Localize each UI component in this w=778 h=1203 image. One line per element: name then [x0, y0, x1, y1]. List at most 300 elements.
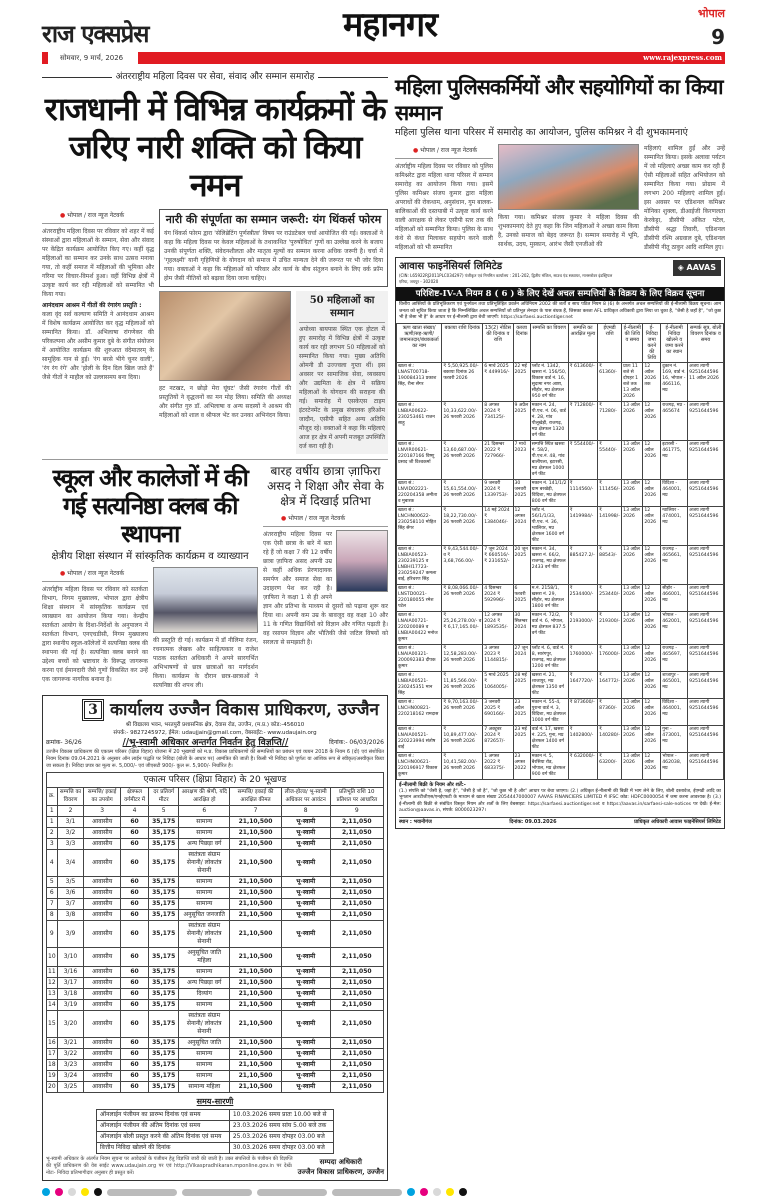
table-cell: अनुसूचित जनजाति — [179, 910, 230, 921]
table-cell: ₹ 885427.2/- — [568, 545, 598, 584]
table-cell: 23 मई 2025 — [513, 725, 530, 752]
table-cell: अजय त्यागी 9251644596 — [688, 698, 724, 725]
table-cell: 12 अप्रैल 2026 — [643, 725, 661, 752]
table-cell: भू-स्वामी — [281, 1082, 330, 1093]
table-cell: 21,10,500 — [230, 839, 281, 850]
table-cell: अन्य पिछड़ा वर्ग — [179, 978, 230, 989]
lead-right-area — [159, 209, 388, 454]
table-cell: 1 अगस्त 2022 ₹ 683375/- — [483, 752, 513, 779]
table-cell: 35,175 — [149, 910, 179, 921]
table-cell: ₹ 613600/- — [568, 362, 598, 401]
table-cell: 12 अप्रैल 2026 — [643, 479, 661, 506]
table-cell: 2,11,050 — [330, 967, 383, 978]
table-cell: खाता सं.: LNCHN00821-220218162 रामदास — [397, 698, 442, 725]
print-color-dot — [42, 1188, 50, 1196]
issue-date: सोमवार, 9 मार्च, 2026 — [48, 52, 138, 64]
print-gray-bar — [182, 1189, 252, 1196]
table-cell: 60 — [120, 967, 148, 978]
table-cell: 30 जनवरी 2025 — [513, 479, 530, 506]
table-cell: 35,175 — [149, 817, 179, 828]
ujjain-column-header: क्र. — [47, 788, 58, 806]
table-cell: प्रातः 11 बजे से दोपहर 1 बजे तक 13 अप्रैल 2026 — [622, 362, 643, 401]
table-row — [397, 584, 724, 611]
table-cell: 21,10,500 — [230, 989, 281, 1000]
table-cell: 2,11,050 — [330, 828, 383, 839]
table-cell: आवासीय — [84, 817, 121, 828]
sidebar-title: 50 महिलाओं का सम्मान — [299, 294, 385, 323]
police-body-1: अंतर्राष्ट्रीय महिला दिवस पर रविवार को पुलिस कमिश्नरेट द्वारा महिला थाना परिसर में सम्मान समारोह का आयोजन किया गया। इसमें पुलिस कमिश्नर संजय कुमार द्वारा महिला अपराधों की रोकथाम, अनुसंधान, गुम बालक-बालिकाओं की दस्तयाबी में उत्कृष्ट कार्य करने वाली आरक्षक से लेकर एसीपी स्तर तक की महिलाओं को सम्मानित किया। पुलिस के साथ कंधे से कंधा मिलाकर सहयोग करने वाली महिलाओं को भी सम्मानित — [395, 163, 493, 251]
table-cell: अजय त्यागी 9251644596 — [688, 440, 724, 479]
table-cell: 3 — [47, 839, 58, 850]
table-cell: 4 दिसम्बर 2024 ₹ 592996/- — [483, 584, 513, 611]
school-headline: स्कूल और कालेजों में की गई सत्यनिष्ठा क्लब की स्थापना — [52, 463, 248, 548]
table-cell: राजगढ़ - 465697, मप्र — [661, 644, 688, 671]
table-cell: 2,11,050 — [330, 877, 383, 888]
ujjain-column-header: प्रतिभूति राशि 10 प्रतिशत पर आधारित — [330, 788, 383, 806]
table-cell: खसरा नं. 21, शाजापुर, मप्र क्षेत्रफल 1350 वर्ग फीट — [530, 671, 568, 698]
table-cell: 21,10,500 — [230, 877, 281, 888]
table-cell: आवासीय — [84, 967, 121, 978]
table-row — [47, 1082, 384, 1093]
student-headline: बारह वर्षीय छात्रा ज़ाफिरा असद ने शिक्षा और सेवा के क्षेत्र में दिखाई प्रतिभा — [267, 464, 384, 508]
table-cell: 60 — [120, 1071, 148, 1082]
table-cell: अनुसूचित जाति महिला — [179, 948, 230, 967]
table-cell: 60 — [120, 828, 148, 839]
table-cell: भू-स्वामी — [281, 850, 330, 877]
table-cell: 21,10,500 — [230, 1082, 281, 1093]
table-cell: ₹ 873600/- — [568, 698, 598, 725]
table-cell: 60 — [120, 978, 148, 989]
table-cell: 2,11,050 — [330, 817, 383, 828]
table-row — [47, 888, 384, 899]
table-cell: सम्पत्ति स्थित खसरा नं. 58/2, पी.एच.नं. 48, गांव बालीपला, इटारसी, मप्र क्षेत्रफल 1000 वर्ग फीट — [530, 440, 568, 479]
ujjain-signature — [298, 1157, 384, 1177]
police-photo — [498, 144, 639, 210]
print-color-dot — [407, 1188, 415, 1196]
table-row — [397, 506, 724, 545]
table-cell: 14 — [47, 1000, 58, 1011]
table-cell: ₹ 11,85,566.00/- 26 फरवरी 2026 — [442, 671, 483, 698]
lead-photo-column — [159, 291, 291, 420]
table-cell: 35,175 — [149, 978, 179, 989]
table-row — [47, 921, 384, 948]
table-cell: 21,10,500 — [230, 817, 281, 828]
table-cell: भू-स्वामी — [281, 921, 330, 948]
table-cell: अजय त्यागी 9251644596 — [688, 725, 724, 752]
school-photo — [153, 567, 258, 633]
police-story — [395, 70, 725, 139]
table-cell: ₹ 176000/- — [598, 644, 622, 671]
table-cell: ₹ 10,33,622.00/- 26 फरवरी 2026 — [442, 401, 483, 440]
table-cell: खाता सं.: LNAIA00721-220200089 व LNBIA00422 मनोज कुमार — [397, 611, 442, 644]
table-cell: भू-स्वामी — [281, 978, 330, 989]
table-cell: स्वतंत्रता संग्राम सेनानी/ लोकतंत्र सेनानी — [179, 921, 230, 948]
aavas-column-header: सम्पत्ति का आरक्षित मूल्य — [568, 323, 598, 362]
table-cell: 3/2 — [57, 828, 84, 839]
table-cell: 2,11,050 — [330, 1060, 383, 1071]
police-column-2 — [498, 144, 639, 249]
lead-kicker — [42, 72, 388, 90]
lead-kicker-text: अंतरराष्ट्रीय महिला दिवस पर सेवा, संवाद और सम्मान समारोह — [112, 72, 319, 82]
table-cell: ₹ 1419984/- — [568, 506, 598, 545]
ujjain-column-header: सम्पत्ति/ इकाई का उपयोग — [84, 788, 121, 806]
table-cell: खाता सं.: LNAIA00321-200092383 दीपक कुमार — [397, 644, 442, 671]
table-cell: ₹ 219300/- — [598, 611, 622, 644]
school-column — [42, 567, 148, 684]
table-cell: 18 — [47, 1060, 58, 1071]
table-cell: 7 जून 2024 ₹ 660516/- ₹ 231652/- — [483, 545, 513, 584]
table-cell: 21,10,500 — [230, 1011, 281, 1038]
table-cell: ₹ 88543/- — [598, 545, 622, 584]
schedule-row — [97, 1132, 334, 1143]
table-cell: सामान्य — [179, 888, 230, 899]
table-cell: 12 अप्रैल 2026 तक — [643, 362, 661, 401]
table-cell: 21,10,500 — [230, 948, 281, 967]
table-row — [47, 910, 384, 921]
table-cell: 35,175 — [149, 1049, 179, 1060]
print-color-dot — [68, 1188, 76, 1196]
schedule-row — [97, 1121, 334, 1132]
table-cell: सामान्य — [179, 877, 230, 888]
table-cell: 2,11,050 — [330, 1071, 383, 1082]
table-cell: दिव्यांग — [179, 989, 230, 1000]
table-cell: प्लॉट नं. 56/1/1/33, पी.एच. नं. 36, ग्वालियर, मप्र क्षेत्रफल 1600 वर्ग फीट — [530, 506, 568, 545]
table-cell: 9 अप्रैल 2025 — [513, 401, 530, 440]
masthead — [0, 0, 778, 66]
table-cell: 60 — [120, 910, 148, 921]
table-cell: आवासीय — [84, 989, 121, 1000]
ujjain-plots-table — [46, 787, 384, 1093]
table-cell: भू-स्वामी — [281, 967, 330, 978]
table-cell: आवासीय — [84, 899, 121, 910]
ujjain-column-number: 1 — [47, 806, 58, 817]
table-cell: 21,10,500 — [230, 1000, 281, 1011]
table-row — [47, 1071, 384, 1082]
ujjain-column-header: आरक्षण की श्रेणी, यदि आरक्षित हो — [179, 788, 230, 806]
schedule-cell: वित्तीय निविदा खोलने की दिनांक — [97, 1143, 230, 1154]
table-cell: ₹ 554400/- — [568, 440, 598, 479]
table-cell: 12 — [47, 978, 58, 989]
table-cell: दुकान नं. 169, वार्ड नं. 16, भोपाल - 466116, मप्र — [661, 362, 688, 401]
table-cell: ₹ 55440/- — [598, 440, 622, 479]
table-cell: आवासीय — [84, 921, 121, 948]
table-cell: ₹ 164772/- — [598, 671, 622, 698]
table-cell: ₹ 25,26,278.00/- व ₹ 6,17,165.00/- — [442, 611, 483, 644]
table-row — [47, 989, 384, 1000]
sidebar-body: अयोध्या बायपास स्थित एक होटल में हुए समारोह में विभिन्न क्षेत्रों में उत्कृष्ट कार्य कर रही लगभग 50 महिलाओं को सम्मानित किया गया। मुख्य अतिथि ओमनी डी उज्ज्वला गुप्ता थीं। इस अवसर पर सामाजिक सेवा, व्यवसाय और उद्यमिता के क्षेत्र में सक्रिय महिलाओं के योगदान की सराहना की गई। समारोह में एसकेएस टाइम इंटरटेनमेंट के प्रमुख संचालक हरिओम जादौन, एसीपी सहित अन्य अतिथि मौजूद रहे। वक्ताओं ने कहा कि महिलाएं आज हर क्षेत्र में अपनी मजबूत उपस्थिति दर्ज करा रही हैं। — [299, 326, 385, 450]
aavas-logo — [673, 260, 721, 276]
ujjain-date: दिनांक:- 06/03/2026 — [329, 739, 384, 746]
schedule-cell: 10.03.2026 समय प्रातः 10.00 बजे से — [229, 1110, 333, 1121]
table-cell: भू-स्वामी — [281, 989, 330, 1000]
table-cell: 20 जून 2025 — [513, 545, 530, 584]
table-cell: ₹ 111456/- — [598, 479, 622, 506]
student-byline: ● भोपाल / राज न्यूज नेटवर्क — [263, 512, 388, 527]
table-cell: 35,175 — [149, 1011, 179, 1038]
table-cell: मकान नं. 72/2, वार्ड नं. 6, भोपाल, मप्र क्षेत्रफल 837.5 वर्ग फीट — [530, 611, 568, 644]
school-student-row — [42, 459, 388, 690]
table-cell: भू-स्वामी — [281, 828, 330, 839]
table-cell: आवासीय — [84, 850, 121, 877]
schedule-row — [97, 1143, 334, 1154]
table-cell: आवासीय — [84, 910, 121, 921]
table-cell: 3/23 — [57, 1060, 84, 1071]
ujjain-ref: क्रमांक- 36/26 — [46, 739, 82, 746]
table-cell: ₹ 253440/- — [598, 584, 622, 611]
aavas-signatory: प्राधिकृत अधिकारी आवास फाइनेंसियर्स लिमिटेड — [634, 818, 721, 825]
table-cell: विदिशा - 464001, मप्र — [661, 479, 688, 506]
table-cell: भू-स्वामी — [281, 948, 330, 967]
table-cell: खाता सं.: LNBIA00521-230245351 मान सिंह — [397, 671, 442, 698]
table-cell: 8 — [47, 910, 58, 921]
table-cell: 2,11,050 — [330, 1082, 383, 1093]
table-cell: ₹ 141998/- — [598, 506, 622, 545]
table-cell: खाता सं.: LNSTD0021-220180055 रमेश पटेल — [397, 584, 442, 611]
table-cell: भू-स्वामी — [281, 910, 330, 921]
table-cell: 21,10,500 — [230, 921, 281, 948]
table-cell: भू-स्वामी — [281, 817, 330, 828]
schedule-cell: ऑनलाईन पंजीयन का प्रारम्भ दिनांक एवं समय — [97, 1110, 230, 1121]
table-cell: 7 — [47, 899, 58, 910]
table-cell: प्लॉट नं. 6, वार्ड नं. 8, सारंगपुर, राजगढ़, मप्र क्षेत्रफल 1200 वर्ग फीट — [530, 644, 568, 671]
table-row — [397, 440, 724, 479]
table-cell: आवासीय — [84, 1060, 121, 1071]
lead-body-1: अंतरराष्ट्रीय महिला दिवस पर रविवार को शहर में कई संस्थाओं द्वारा महिलाओं के सम्मान, सेवा और संवाद पर केंद्रित कार्यक्रम आयोजित किए गए। कहीं वृद्ध महिलाओं का सम्मान कर उनके साथ उत्सव मनाया गया, तो कहीं समाज में महिलाओं की भूमिका और गरिमा पर विचार-विमर्श हुआ। वहीं विभिन्न क्षेत्रों में उत्कृष्ट कार्य कर रही महिलाओं को सम्मानित भी किया गया। — [42, 228, 154, 298]
table-cell: 3/21 — [57, 1038, 84, 1049]
table-cell: 2,11,050 — [330, 1011, 383, 1038]
table-cell: 13 अप्रैल 2026 — [622, 479, 643, 506]
table-cell: 9 — [47, 921, 58, 948]
table-row — [397, 644, 724, 671]
table-cell: 21,10,500 — [230, 850, 281, 877]
table-cell: 12 अप्रैल 2026 — [643, 506, 661, 545]
ujjain-column-header: दर प्रतिवर्ग मीटर — [149, 788, 179, 806]
table-cell: आवासीय — [84, 1011, 121, 1038]
table-cell: भू-स्वामी — [281, 1038, 330, 1049]
table-cell: 6 मार्च 2025 ₹ 449916/- — [483, 362, 513, 401]
student-body: अंतरराष्ट्रीय महिला दिवस पर एक ऐसी छात्रा के बारे में बता रहे हैं जो कक्षा 7 की 12 वर्षीय छात्रा ज़ाफिरा असद अपनी उम्र से कहीं अधिक प्रेरणादायक समर्पण और समाज सेवा का उदाहरण पेश कर रही है। ज़ाफिरा ने कक्षा 1 से ही अपने ज्ञान और प्रतिभा के माध्यम से दूसरों को पढ़ाना शुरू कर दिया था। अपनी कम उम्र के बावजूद वह कक्षा 10 और 11 के गणित विद्यार्थियों को विज्ञान और गणित पढ़ाती है। वह रसायन विज्ञान और भौतिकी जैसे जटिल विषयों को सरलता से समझाती है। — [263, 531, 388, 646]
schedule-cell: ऑनलाईन बोली प्रस्तुत करने की अंतिम दिनांक एवं समय — [97, 1132, 230, 1143]
print-color-dot — [420, 1188, 428, 1196]
table-cell: शाजापुर - 465001, मप्र — [661, 671, 688, 698]
table-cell: मकान नं. 55-4, पुराना वार्ड नं. 3, विदिशा, मप्र क्षेत्रफल 1000 वर्ग फीट — [530, 698, 568, 725]
table-cell: 21,10,500 — [230, 888, 281, 899]
lead-body-2: कला वृंद सर्व कल्याण समिति ने आनंदधाम आश्रम में विशेष कार्यक्रम आयोजित कर वृद्ध महिलाओं को सम्मानित किया। डॉ. अभिलाषा रांगणेकर की परिकल्पना और असीम कुमार दुबे के संगीत संयोजन में आयोजित कार्यक्रम की शुरुआत वंदेमातरम् के सामूहिक गान से हुई। 'रंग बरसे भीगे चुनर वाली', 'रंग रंग रंगे' और 'होली के दिन दिल खिल जाते हैं' जैसे गीतों ने माहौल को उल्लासमय बना दिया। — [42, 311, 154, 381]
table-cell: सामान्य — [179, 1000, 230, 1011]
table-cell: मकान नं. 34, खसरा नं. 66/2, राजगढ़, मप्र क्षेत्रफल 2433 वर्ग फीट — [530, 545, 568, 584]
table-cell: 60 — [120, 1082, 148, 1093]
table-cell: ₹ 87360/- — [598, 698, 622, 725]
table-cell: 12 अप्रैल 2026 — [643, 752, 661, 779]
schedule-cell: ऑनलाईन पंजीयन की अंतिम दिनांक एवं समय — [97, 1121, 230, 1132]
ujjain-contact: संपर्क:- 9827245972, ईमेल: udaujjain@gmail.com, वेबसाईट:- www.udaujain.org — [113, 730, 317, 736]
table-cell: अजय त्यागी 9251644596 11 अप्रैल 2026 — [688, 362, 724, 401]
table-row — [47, 948, 384, 967]
school-body-2: की प्रस्तुति दी गई। कार्यक्रम में डॉ नीलिमा रंजन, रचनात्मक लेखक और साहित्यकार व राजेश पाठक सतर्कता अधिकारी ने अपने सारगर्भित अभिभाषणों से छात्र छात्राओं का मार्गदर्शन किया। कार्यक्रम के दौरान छात्र-छात्राओं ने सत्यनिष्ठा की शपथ ली। — [153, 637, 258, 689]
aavas-column-header: ई-नीलामी की तिथि व समय — [622, 323, 643, 362]
table-cell: 3/25 — [57, 1082, 84, 1093]
lead-subhead: आनंदधाम आश्रम में गीतों की रंगारंग प्रस्तुति : — [42, 302, 142, 309]
table-cell: ₹ 18,22,730.00/- 26 फरवरी 2026 — [442, 506, 483, 545]
table-row — [397, 362, 724, 401]
student-photo — [336, 530, 388, 592]
table-cell: 35,175 — [149, 899, 179, 910]
table-cell: खाता सं.: LNBIA00622-230253461 राजन साहू — [397, 401, 442, 440]
page-number: 9 — [711, 25, 725, 49]
table-cell: गुना - 473001, मप्र — [661, 725, 688, 752]
table-cell: 17 — [47, 1049, 58, 1060]
table-row — [47, 1038, 384, 1049]
ujjain-footer: भू-स्वामी अधिकार के अंतर्गत नियम सूचना पर आवेदकों के पंजीयन हेतु विज्ञप्ति जारी की जाती है। उक्त संपत्तियों के पंजीयन की विज्ञप्ति की पूर्ति प्राधिकरण की वेब साईट www.udaujain.org पर एवं http://Vikaspradhikaran.mponline.gov.in पर देखें। नोटः- निविदा प्रतिभागीदार अनुसार ही प्रस्तुत करें। — [46, 1156, 293, 1176]
terms-title: ई-नीलामी बिक्री के नियम और शर्तें:- — [399, 781, 466, 788]
table-cell: 3 अगस्त 2023 ₹ 1144815/- — [483, 644, 513, 671]
table-cell: 28 मई 2025 — [513, 671, 530, 698]
table-cell: 13 अप्रैल 2026 — [622, 698, 643, 725]
table-cell: 3/6 — [57, 888, 84, 899]
lead-photo — [159, 291, 291, 381]
table-cell: ₹ 13,60,687.00/- 26 फरवरी 2026 — [442, 440, 483, 479]
table-cell: आवासीय — [84, 1038, 121, 1049]
table-cell: 12 अप्रैल 2026 — [643, 611, 661, 644]
table-cell: 35,175 — [149, 888, 179, 899]
schedule-row — [97, 1110, 334, 1121]
table-cell: मकान नं. 141/1/2 ग्राम बरखेड़ी, विदिशा, मप्र क्षेत्रफल 800 वर्ग फीट — [530, 479, 568, 506]
lead-byline: ● भोपाल / राज न्यूज नेटवर्क — [42, 209, 154, 224]
table-cell: 19 — [47, 1071, 58, 1082]
table-cell: 35,175 — [149, 877, 179, 888]
table-cell: 30 सितम्बर 2024 — [513, 611, 530, 644]
table-cell: 35,175 — [149, 1060, 179, 1071]
table-cell: खाता सं.: LNCHN00622-230258110 मोहित सिंह सेंगर — [397, 506, 442, 545]
table-cell: 13 अप्रैल 2026 — [622, 725, 643, 752]
police-subtitle: महिला पुलिस थाना परिसर में समारोह का आयोजन, पुलिस कमिश्नर ने दी शुभकामनाएं — [395, 127, 688, 138]
table-cell: 35,175 — [149, 1082, 179, 1093]
print-color-bar — [42, 1187, 725, 1197]
table-cell: 21,10,500 — [230, 828, 281, 839]
table-cell: 2,11,050 — [330, 948, 383, 967]
aavas-terms — [396, 780, 724, 828]
table-cell: 6 फरवरी 2025 — [513, 584, 530, 611]
table-cell: ₹ 61360/- — [598, 362, 622, 401]
table-cell: आवासीय — [84, 948, 121, 967]
table-cell: आवासीय — [84, 839, 121, 850]
table-cell: ₹ 15,61,554.00/- 26 फरवरी 2026 — [442, 479, 483, 506]
aavas-column-header: ई-नीलामी निविदा खोलने व जमा करने का स्थान — [661, 323, 688, 362]
table-cell: अजय त्यागी 9251644596 — [688, 479, 724, 506]
table-cell: 60 — [120, 888, 148, 899]
table-cell: भू-स्वामी — [281, 877, 330, 888]
print-color-dot — [446, 1188, 454, 1196]
table-cell: ₹ 2193000/- — [568, 611, 598, 644]
school-subtitle: क्षेत्रीय शिक्षा संस्थान में सांस्कृतिक कार्यक्रम व व्याख्यान — [51, 551, 249, 562]
table-cell: 12 अगस्त 2024 — [513, 506, 530, 545]
website-link[interactable]: www.rajexpress.com — [643, 53, 722, 62]
schedule-table — [96, 1109, 334, 1154]
ujjain-column-number: 7 — [230, 806, 281, 817]
table-cell: 3/4 — [57, 850, 84, 877]
table-row — [47, 817, 384, 828]
right-column — [395, 70, 725, 829]
ujjain-column-number: 2 — [57, 806, 84, 817]
table-cell: भू-स्वामी — [281, 1071, 330, 1082]
table-cell: 3/3 — [57, 839, 84, 850]
aavas-logo-icon: ◈ — [677, 263, 687, 272]
table-cell: 35,175 — [149, 850, 179, 877]
table-cell: 2 — [47, 828, 58, 839]
ujjain-column-number: 8 — [281, 806, 330, 817]
table-cell: 35,175 — [149, 1038, 179, 1049]
table-cell: 15 — [47, 1011, 58, 1038]
table-cell: राजगढ़, मप्र - 465674 — [661, 401, 688, 440]
table-cell: 2,11,050 — [330, 978, 383, 989]
table-cell: 3/9 — [57, 921, 84, 948]
table-cell: आवासीय — [84, 1049, 121, 1060]
table-cell: 11 — [47, 967, 58, 978]
table-cell: सामान्य महिला — [179, 1082, 230, 1093]
table-cell: 35,175 — [149, 828, 179, 839]
ujjain-column-header: सम्पत्ति/ इकाई की आरक्षित कीमत — [230, 788, 281, 806]
table-cell: खाता सं.: LNVID02221-220204358 अमीता व मुबारक — [397, 479, 442, 506]
table-cell: ग्वालियर - 474001, मप्र — [661, 506, 688, 545]
table-row — [47, 828, 384, 839]
table-cell: 3/5 — [57, 877, 84, 888]
table-cell: 2,11,050 — [330, 1000, 383, 1011]
table-cell: इटारसी - 461775, मप्र — [661, 440, 688, 479]
table-cell: खाता सं.: LNBIA00523-230239125 व LNBHI17723-230259247 कमला बाई, हरिचरण सिंह — [397, 545, 442, 584]
table-cell: भू-स्वामी — [281, 1049, 330, 1060]
table-cell: आवासीय — [84, 888, 121, 899]
table-cell: ₹ 8,08,066.00/- 26 फरवरी 2026 — [442, 584, 483, 611]
table-cell: 12 अप्रैल 2026 — [643, 671, 661, 698]
fifty-women-sidebar — [296, 291, 388, 454]
table-cell: म.नं. 2158/1, खसरा नं. 29, सीहोर, मप्र क्षेत्रफल 1800 वर्ग फीट — [530, 584, 568, 611]
lead-headline: राजधानी में विभिन्न कार्यक्रमों के जरिए नारी शक्ति को किया नमन — [44, 90, 386, 204]
table-cell: 8 अगस्त 2024 ₹ 734125/- — [483, 401, 513, 440]
table-cell: अजय त्यागी 9251644596 — [688, 401, 724, 440]
police-column — [395, 144, 493, 252]
table-cell: अजय त्यागी 9251644596 — [688, 752, 724, 779]
table-cell: अजय त्यागी 9251644596 — [688, 644, 724, 671]
table-cell: ₹ 712800/- — [568, 401, 598, 440]
aavas-intro: वित्तीय आस्तियों के प्रतिभूतिकरण एवं पुनर्गठन तथा प्रतिभूतिहित प्रवर्तन अधिनियम 2002 की शर्तों व साथ पठित नियम 8 (6) के अन्तर्गत अचल सम्पत्तियों की ई-नीलामी विक्रय सूचना। आम जनता को सूचित किया जाता है कि निम्नलिखित अचल सम्पत्तियाँ जो प्रतिभूत लेनदार के पास बंधक हैं, जिसका कब्जा AFL प्राधिकृत अधिकारी द्वारा लिया जा चुका है, "जैसी है जहाँ है", "जो कुछ भी है जैसा भी है" के आधार पर ई-नीलामी द्वारा बेची जाएगी: https://sarfaesi.auctiontiger.net — [399, 302, 721, 320]
aavas-column-header: ऋण खाता संख्या/ऋणी/सह-ऋणी/जमानतदार/बंधककर्ता का नाम — [397, 323, 442, 362]
aavas-title: परिशिष्ट-IV-A नियम 8 ( 6 ) के लिए देखें अचल सम्पत्तियों के विक्रय के लिए विक्रय सूचना — [396, 287, 724, 301]
table-row — [397, 671, 724, 698]
table-cell: 60 — [120, 817, 148, 828]
police-body-3: महिलाएं शामिल हुईं और उन्हें सम्मानित किया। इसके अलावा पर्यटन में जो महिलाएं अच्छा काम कर रही हैं ऐसी महिलाओं सहित अभियोजन को सम्मानित किया गया। प्रोग्राम में लगभग 200 महिलाएं शामिल हुईं। इस अवसर पर एडिशनल कमिश्नर मोनिका शुक्ला, डीआईजी किरणलता केरकेट्टा, डीसीपी अंकित पटेल, डीसीपी श्रद्धा तिवारी, एडिशनल डीसीपी रश्मि अग्रवाल दुबे, एडिशनल डीसीपी नीतू ठाकुर आदि शामिल हुए। — [644, 145, 725, 251]
table-cell: खाता सं.: LNAST00718-190084313 प्रकाश सिंह, रीना सेंगर — [397, 362, 442, 401]
table-cell: 21,10,500 — [230, 1060, 281, 1071]
table-row — [47, 850, 384, 877]
police-headline: महिला पुलिसकर्मियों और सहयोगियों का किया सम्मान — [395, 74, 723, 125]
print-gray-bar — [107, 1189, 177, 1196]
table-cell: 60 — [120, 839, 148, 850]
uda-logo-icon: 3 — [82, 699, 104, 721]
table-cell: वार्ड नं. 17, खसरा नं. 225, गुना, मप्र क्षेत्रफल 1400 वर्ग फीट — [530, 725, 568, 752]
table-cell: ₹ 9,70,163.00/- 26 फरवरी 2026 — [442, 698, 483, 725]
print-color-dot — [94, 1188, 102, 1196]
ujjain-table-title: एकात्म परिसर (क्षिप्रा विहार) के 20 भूखण्ड — [46, 772, 384, 787]
aavas-logo-text: AAVAS — [686, 263, 716, 272]
table-cell: 12 अप्रैल 2026 — [643, 698, 661, 725]
section-title: महानगर — [342, 5, 438, 45]
table-cell: मकान नं. 24, पी.एच. नं. 06, वार्ड नं. 28, गांव पीलूखेड़ी, राजगढ़, मप्र क्षेत्रफल 1320 वर्ग फीट — [530, 401, 568, 440]
table-cell: 1 — [47, 817, 58, 828]
aavas-property-table — [396, 323, 724, 780]
table-cell: 2,11,050 — [330, 899, 383, 910]
table-cell: 9 जनवरी 2024 ₹ 1339753/- — [483, 479, 513, 506]
ujjain-column-number: 3 — [84, 806, 121, 817]
